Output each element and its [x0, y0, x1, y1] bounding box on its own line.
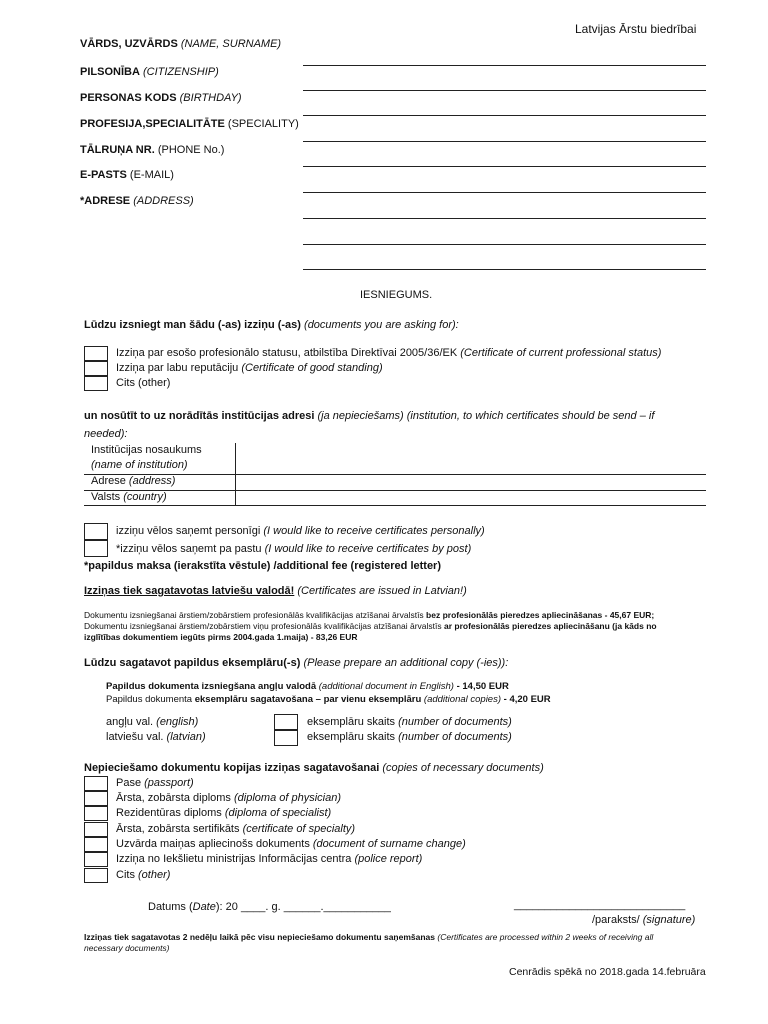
send-instruction-cont: needed): [84, 428, 128, 440]
delivery-post-checkbox[interactable] [84, 540, 108, 557]
doc-surname-change-checkbox[interactable] [84, 837, 108, 852]
phone-line[interactable] [303, 166, 706, 167]
doc-surname-change-label: Uzvārda maiņas apliecinošs dokuments (document of surname change) [116, 838, 466, 850]
doc-other-checkbox[interactable] [84, 868, 108, 883]
certificate-other-checkbox[interactable] [84, 376, 108, 391]
fee-line-3: izglītības dokumentiem iegūts pirms 2004.gada 1.maija) - 83,26 EUR [84, 632, 358, 642]
language-note: Izziņas tiek sagatavotas latviešu valodā! (Certificates are issued in Latvian!) [84, 585, 467, 597]
doc-certificate-checkbox[interactable] [84, 822, 108, 837]
field-personal-code-label: PERSONAS KODS (BIRTHDAY) [80, 92, 242, 104]
document-title: IESNIEGUMS. [360, 289, 433, 301]
doc-police-report-checkbox[interactable] [84, 852, 108, 867]
field-speciality-label: PROFESIJA,SPECIALITĀTE (SPECIALITY) [80, 118, 299, 130]
certificate-good-standing-checkbox[interactable] [84, 361, 108, 376]
institution-country-input[interactable] [236, 491, 706, 505]
delivery-fee-note: *papildus maksa (ierakstīta vēstule) /additional fee (registered letter) [84, 560, 442, 572]
certificate-other-label: Cits (other) [116, 377, 171, 389]
citizenship-line[interactable] [303, 90, 706, 91]
name-line[interactable] [303, 65, 706, 66]
certificate-status-label: Izziņa par esošo profesionālo statusu, atbilstība Direktīvai 2005/36/EK (Certificate of current professional status) [116, 347, 662, 359]
copies-english-count-label: eksemplāru skaits (number of documents) [307, 716, 512, 728]
institution-address-input[interactable] [236, 475, 706, 490]
copies-heading: Lūdzu sagatavot papildus eksemplāru(-s) (Please prepare an additional copy (-ies)): [84, 657, 509, 669]
processing-note: Izziņas tiek sagatavotas 2 nedēļu laikā pēc visu nepieciešamo dokumentu saņemšanas (Certificates are processed within 2 weeks of receiving all [84, 932, 654, 942]
doc-residency-checkbox[interactable] [84, 806, 108, 821]
signature-label: /paraksts/ (signature) [592, 914, 696, 926]
institution-name-label: Institūcijas nosaukums [91, 444, 202, 456]
institution-table [84, 443, 706, 506]
copies-latvian-label: latviešu val. (latvian) [106, 731, 206, 743]
copies-english-price: Papildus dokumenta izsniegšana angļu valodā (additional document in English) - 14,50 EUR [106, 681, 509, 692]
delivery-personal-label: izziņu vēlos saņemt personīgi (I would like to receive certificates personally) [116, 525, 485, 537]
doc-diploma-checkbox[interactable] [84, 791, 108, 806]
doc-other-label: Cits (other) [116, 869, 171, 881]
doc-passport-checkbox[interactable] [84, 776, 108, 791]
price-list-valid-date: Cenrādis spēkā no 2018.gada 14.februāra [509, 966, 706, 978]
doc-passport-label: Pase (passport) [116, 777, 194, 789]
fee-line-1: Dokumentu izsniegšanai ārstiem/zobārstiem profesionālās kvalifikācijas atzīšanai ārvalstīs bez profesionālās pieredzes apliecināšanas - 45,67 EUR; [84, 610, 655, 620]
date-field[interactable]: Datums (Date): 20 ____. g. ______.___________ [148, 901, 391, 913]
copies-extra-price: Papildus dokumenta eksemplāru sagatavošana – par vienu eksemplāru (additional copies) - 4,20 EUR [106, 694, 551, 705]
certificate-status-checkbox[interactable] [84, 346, 108, 361]
delivery-personal-checkbox[interactable] [84, 523, 108, 540]
email-line[interactable] [303, 192, 706, 193]
delivery-post-label: *izziņu vēlos saņemt pa pastu (I would like to receive certificates by post) [116, 543, 472, 555]
send-instruction: un nosūtīt to uz norādītās institūcijas adresi (ja nepieciešams) (institution, to which certificates should be send – if [84, 410, 655, 422]
doc-residency-label: Rezidentūras diploms (diploma of specialist) [116, 807, 332, 819]
personal-code-line[interactable] [303, 115, 706, 116]
doc-certificate-label: Ārsta, zobārsta sertifikāts (certificate of specialty) [116, 823, 356, 835]
institution-country-label: Valsts (country) [91, 491, 167, 503]
copies-english-label: angļu val. (english) [106, 716, 199, 728]
copies-english-count-box[interactable] [274, 714, 298, 730]
institution-name-hint: (name of institution) [91, 459, 188, 471]
address-line-3[interactable] [303, 269, 706, 270]
doc-diploma-label: Ārsta, zobārsta diploms (diploma of physician) [116, 792, 341, 804]
field-citizenship-label: PILSONĪBA (CITIZENSHIP) [80, 66, 219, 78]
certificate-good-standing-label: Izziņa par labu reputāciju (Certificate of good standing) [116, 362, 383, 374]
field-address-label: *ADRESE (ADDRESS) [80, 195, 194, 207]
institution-address-label: Adrese (address) [91, 475, 176, 487]
signature-line[interactable]: ____________________________ [514, 899, 686, 911]
fee-line-2: Dokumentu izsniegšanai ārstiem/zobārstiem viņu profesionālās kvalifikācijas atzīšanai ārvalstīs ar profesionālās pieredzes apliecināšanu (ja kāds no [84, 621, 657, 631]
copies-latvian-count-label: eksemplāru skaits (number of documents) [307, 731, 512, 743]
request-heading: Lūdzu izsniegt man šādu (-as) izziņu (-as) (documents you are asking for): [84, 319, 459, 331]
doc-police-report-label: Izziņa no Iekšlietu ministrijas Informācijas centra (police report) [116, 853, 423, 865]
processing-note-cont: necessary documents) [84, 943, 170, 953]
institution-name-input[interactable] [236, 443, 706, 474]
address-line-2[interactable] [303, 244, 706, 245]
copies-latvian-count-box[interactable] [274, 730, 298, 746]
speciality-line[interactable] [303, 141, 706, 142]
field-name-label: VĀRDS, UZVĀRDS (NAME, SURNAME) [80, 38, 282, 50]
field-email-label: E-PASTS (E-MAIL) [80, 169, 174, 181]
address-line-1[interactable] [303, 218, 706, 219]
recipient: Latvijas Ārstu biedrībai [575, 22, 697, 36]
necessary-docs-heading: Nepieciešamo dokumentu kopijas izziņas sagatavošanai (copies of necessary documents) [84, 762, 544, 774]
field-phone-label: TĀLRUŅA NR. (PHONE No.) [80, 144, 225, 156]
